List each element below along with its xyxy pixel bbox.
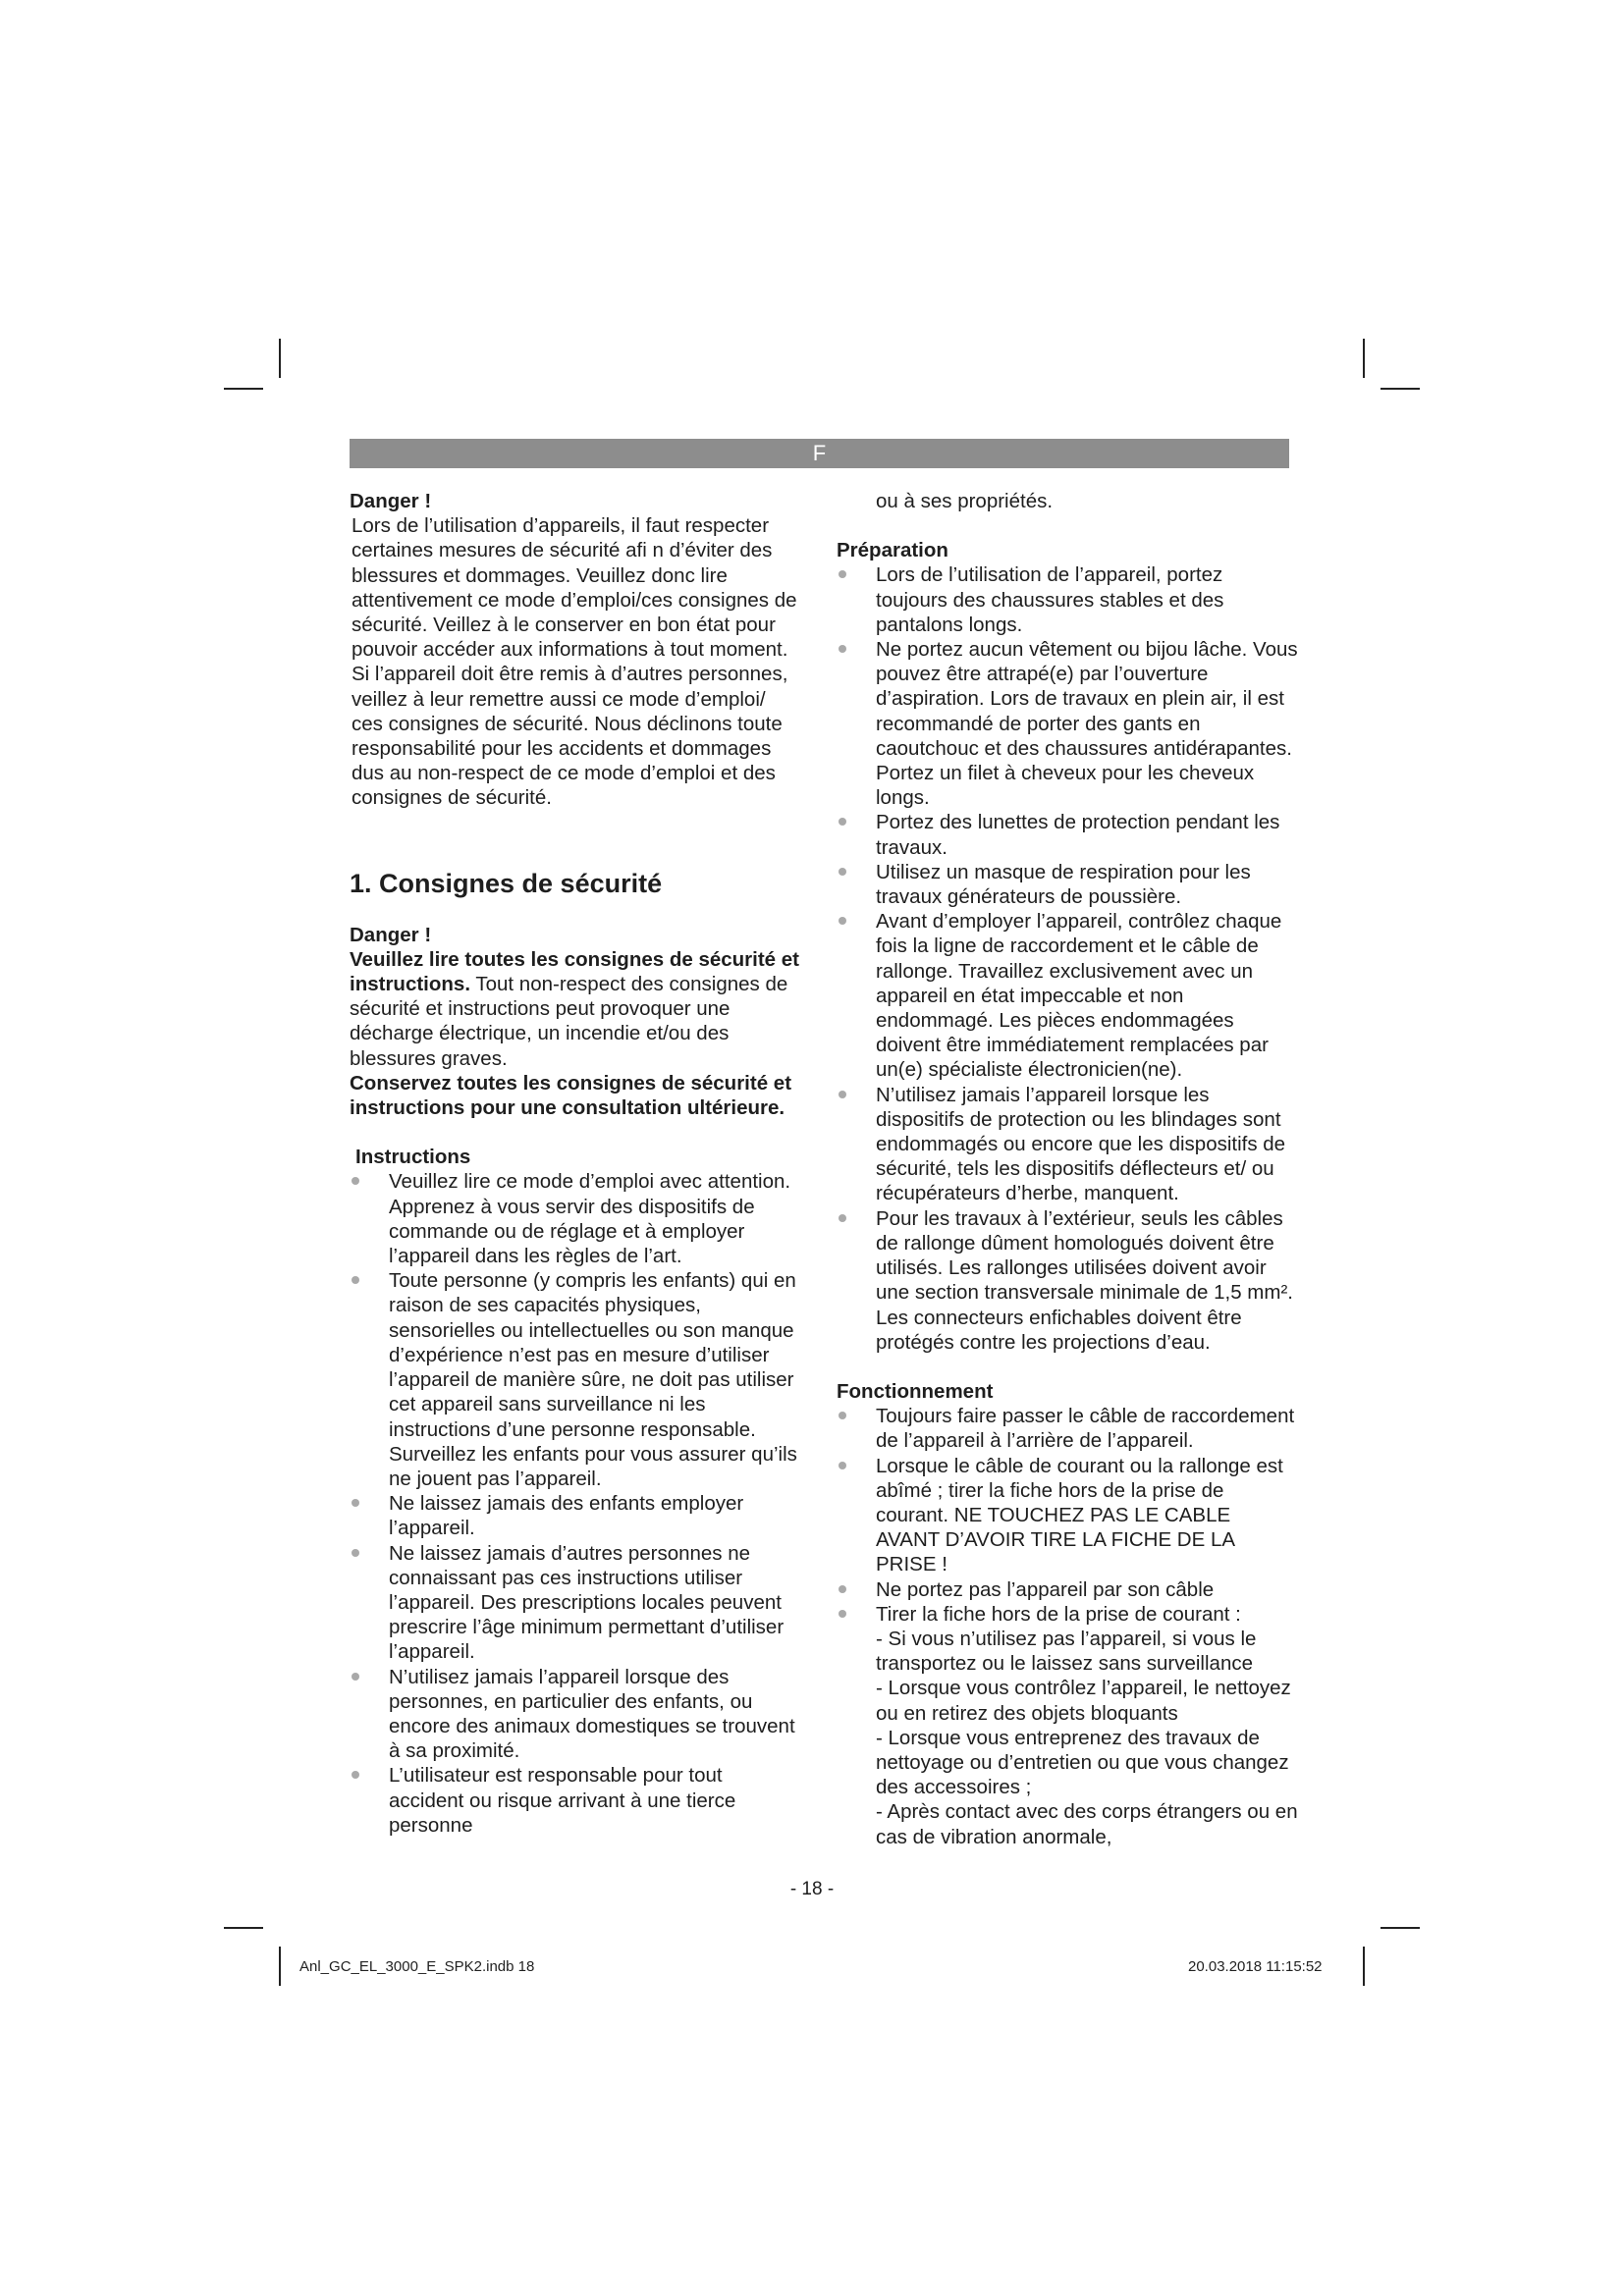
preparation-list [837,562,1298,1355]
list-item: Ne laissez jamais des enfants employer l’appareil. [350,1491,801,1540]
crop-mark [1363,339,1365,378]
bullet-icon [839,1091,846,1098]
fonctionnement-list [837,1404,1298,1627]
bullet-icon [839,868,846,876]
fonctionnement-heading: Fonctionnement [837,1379,994,1403]
bullet-icon [839,818,846,826]
bullet-icon [839,570,846,578]
footer-timestamp: 20.03.2018 11:15:52 [1188,1958,1323,1975]
list-item: N’utilisez jamais l’appareil lorsque des personnes, en particulier des enfants, ou encore des animaux domestiques se trouvent à sa proximité. [350,1665,801,1764]
crop-mark [224,1927,263,1929]
bullet-icon [352,1177,359,1185]
continuation-text: ou à ses propriétés. [876,490,1054,512]
bullet-icon [839,1610,846,1618]
warning-paragraph [350,947,801,1071]
danger-paragraph: Lors de l’utilisation d’appareils, il faut respecter certaines mesures de sécurité afi n d’éviter des blessures et dommages. Veuillez donc lire attentivement ce mode d’emploi/ces consignes de sécurité. Veillez à le conserver en bon état pour pouvoir accéder aux informations à tout moment. Si l’appareil doit être remis à d’autres personnes, veillez à leur remettre aussi ce mode d’emploi/ ces consignes de sécurité. Nous déclinons toute responsabilité pour les accidents et dommages dus au non-respect de ce mode d’emploi et des consignes de sécurité. [352,514,797,810]
list-item: Toujours faire passer le câble de raccordement de l’appareil à l’arrière de l’appareil. [837,1404,1298,1453]
list-item: Ne portez pas l’appareil par son câble [837,1577,1298,1602]
list-item: Lorsque le câble de courant ou la rallonge est abîmé ; tirer la fiche hors de la prise de courant. NE TOUCHEZ PAS LE CABLE AVANT D’AVOIR TIRE LA FICHE DE LA PRISE ! [837,1454,1298,1577]
list-item: Veuillez lire ce mode d’emploi avec attention. Apprenez à vous servir des dispositifs de commande ou de réglage et à employer l’appareil dans les règles de l’art. [350,1169,801,1268]
bullet-icon [839,1214,846,1222]
bullet-icon [839,1412,846,1419]
crop-mark [1380,1927,1420,1929]
list-item: N’utilisez jamais l’appareil lorsque les dispositifs de protection ou les blindages sont endommagés ou encore que les dispositifs de sécurité, tels les dispositifs déflecteurs et/ ou récupérateurs d’herbe, manquent. [837,1083,1298,1206]
footer-file-name: Anl_GC_EL_3000_E_SPK2.indb 18 [299,1958,535,1975]
danger-heading: Danger ! [350,923,432,946]
list-item: Portez des lunettes de protection pendant les travaux. [837,810,1298,859]
dash-item: - Après contact avec des corps étrangers ou en cas de vibration anormale, [876,1800,1298,1848]
language-header-bar [350,439,1289,468]
instructions-list [350,1169,801,1837]
list-item: Avant d’employer l’appareil, contrôlez chaque fois la ligne de raccordement et le câble de rallonge. Travaillez exclusivement avec un appareil en état impeccable et non endommagé. Les pièces endommagées doivent être immédiatement remplacées par un(e) spécialiste électronicien(ne). [837,909,1298,1082]
dash-item: - Lorsque vous contrôlez l’appareil, le nettoyez ou en retirez des objets bloquants [876,1677,1291,1725]
dash-item: - Si vous n’utilisez pas l’appareil, si vous le transportez ou le laissez sans surveillance [876,1627,1257,1676]
crop-mark [279,1947,281,1986]
crop-mark [1380,388,1420,390]
bullet-icon [352,1549,359,1557]
bullet-icon [839,645,846,653]
left-column [350,489,801,1838]
dash-item: - Lorsque vous entreprenez des travaux de nettoyage ou d’entretien ou que vous changez des accessoires ; [876,1726,1289,1799]
crop-mark [279,339,281,378]
crop-mark [1363,1947,1365,1986]
bullet-icon [352,1499,359,1507]
bullet-icon [352,1276,359,1284]
list-item: Lors de l’utilisation de l’appareil, portez toujours des chaussures stables et des pantalons longs. [837,562,1298,637]
right-column [837,489,1298,1849]
keep-instructions-note: Conservez toutes les consignes de sécurité et instructions pour une consultation ultérieure. [350,1071,792,1120]
language-label: F [812,441,827,465]
bullet-icon [839,1462,846,1469]
danger-heading: Danger ! [350,490,432,512]
list-item: Pour les travaux à l’extérieur, seuls les câbles de rallonge dûment homologués doivent être utilisés. Les rallonges utilisées doivent avoir une section transversale minimale de 1,5 mm². Les connecteurs enfichables doivent être protégés contre les projections d’eau. [837,1206,1298,1355]
section-title: 1. Consignes de sécurité [350,868,663,898]
list-item: Utilisez un masque de respiration pour les travaux générateurs de poussière. [837,860,1298,909]
list-item: L’utilisateur est responsable pour tout accident ou risque arrivant à une tierce personne [350,1763,801,1838]
warning-bold: Veuillez lire toutes les consignes de sécurité et instructions. [350,947,800,996]
bullet-icon [839,917,846,925]
list-item: Toute personne (y compris les enfants) qui en raison de ses capacités physiques, sensorielles ou intellectuelles ou son manque d’expérience n’est pas en mesure d’utiliser l’appareil de manière sûre, ne doit pas utiliser cet appareil sans surveillance ni les instructions d’une personne responsable. Surveillez les enfants pour vous assurer qu’ils ne jouent pas l’appareil. [350,1268,801,1491]
warning-text: Tout non-respect des consignes de sécurité et instructions peut provoquer une décharge électrique, un incendie et/ou des blessures graves. [350,973,788,1070]
crop-mark [224,388,263,390]
instructions-heading: Instructions [355,1146,471,1169]
preparation-heading: Préparation [837,539,948,562]
list-item: Ne portez aucun vêtement ou bijou lâche. Vous pouvez être attrapé(e) par l’ouverture d’aspiration. Lors de travaux en plein air, il est recommandé de porter des gants en caoutchouc et des chaussures antidérapantes. Portez un filet à cheveux pour les cheveux longs. [837,637,1298,810]
bullet-icon [352,1673,359,1681]
list-item: Tirer la fiche hors de la prise de courant : [837,1602,1298,1627]
bullet-icon [352,1771,359,1779]
bullet-icon [839,1585,846,1593]
page-number: - 18 - [789,1879,835,1899]
list-item: Ne laissez jamais d’autres personnes ne connaissant pas ces instructions utiliser l’appareil. Des prescriptions locales peuvent prescrire l’âge minimum permettant d’utiliser l’appareil. [350,1541,801,1665]
